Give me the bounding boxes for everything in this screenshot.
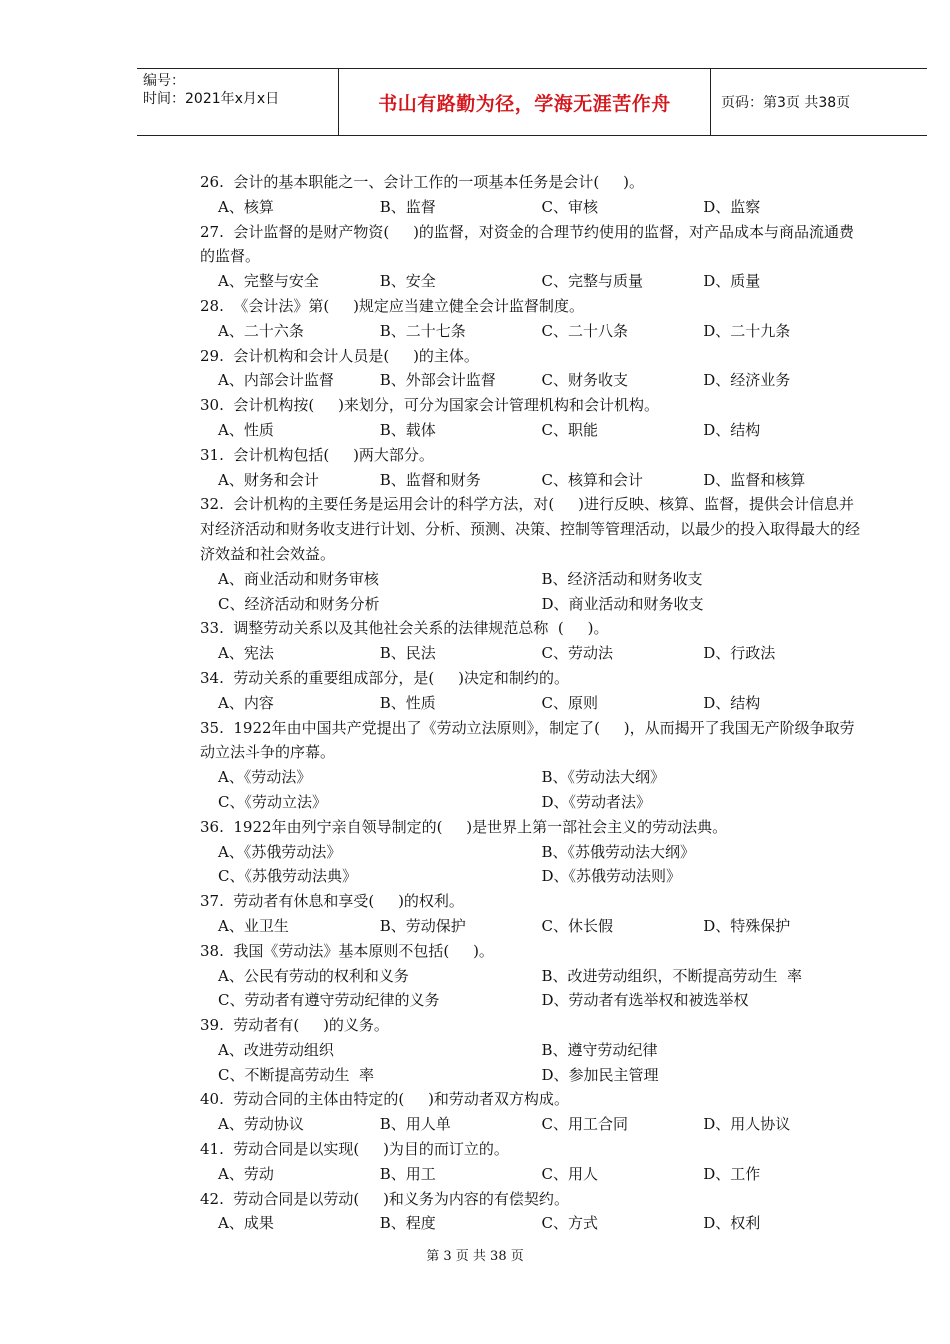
question-text: 34. 劳动关系的重要组成部分，是( )决定和制约的。 [200, 668, 569, 687]
answer-option: C、核算和会计 [541, 470, 643, 489]
answer-option: C、经济活动和财务分析 [218, 594, 380, 613]
question-text: 36. 1922年由列宁亲自领导制定的( )是世界上第一部社会主义的劳动法典。 [200, 817, 728, 836]
answer-option: A、性质 [218, 420, 274, 439]
answer-option: B、安全 [379, 272, 436, 291]
answer-option: C、劳动法 [541, 644, 613, 663]
option-row [200, 368, 865, 393]
option-row [200, 790, 865, 815]
answer-option: C、原则 [541, 693, 598, 712]
option-row [200, 418, 865, 443]
answer-option: D、经济业务 [703, 371, 791, 390]
option-row [200, 641, 865, 666]
answer-option: B、民法 [379, 644, 436, 663]
document-date: 时间：2021年x月x日 [143, 91, 280, 107]
question-text: 28. 《会计法》第( )规定应当建立健全会计监督制度。 [200, 296, 584, 315]
question-text: 32. 会计机构的主要任务是运用会计的科学方法，对( )进行反映、核算、监督，提供会计信息并对经济活动和财务收支进行计划、分析、预测、决策、控制等管理活动，以最少的投入取得最大的经济效益和社会效益。 [200, 495, 861, 563]
answer-option: B、遵守劳动纪律 [541, 1040, 658, 1059]
question-text: 37. 劳动者有休息和享受( )的权利。 [200, 892, 464, 911]
answer-option: A、内部会计监督 [218, 371, 334, 390]
answer-option: A、劳动协议 [218, 1115, 304, 1134]
option-row [200, 269, 865, 294]
answer-option: D、行政法 [703, 644, 776, 663]
answer-option: D、商业活动和财务收支 [541, 594, 704, 613]
question-text: 41. 劳动合同是以实现( )为目的而订立的。 [200, 1140, 509, 1159]
option-row [200, 765, 865, 790]
answer-option: D、特殊保护 [703, 916, 791, 935]
question-text: 29. 会计机构和会计人员是( )的主体。 [200, 346, 479, 365]
answer-option: B、监督和财务 [379, 470, 481, 489]
option-row [200, 567, 865, 592]
answer-option: B、劳动保护 [379, 916, 466, 935]
answer-option: A、完整与安全 [218, 272, 319, 291]
answer-option: B、二十七条 [379, 321, 466, 340]
question-list [200, 170, 865, 1236]
answer-option: A、宪法 [218, 644, 274, 663]
answer-option: D、结构 [703, 693, 761, 712]
option-row [200, 964, 865, 989]
option-row [200, 468, 865, 493]
header-page-info: 页码：第3页 共38页 [721, 95, 851, 111]
document-number-label: 编号： [143, 73, 185, 89]
answer-option: C、完整与质量 [541, 272, 643, 291]
question-text: 33. 调整劳动关系以及其他社会关系的法律规范总称 ( )。 [200, 619, 609, 638]
question-text: 26. 会计的基本职能之一、会计工作的一项基本任务是会计( )。 [200, 173, 644, 191]
answer-option: C、用人 [541, 1164, 598, 1183]
answer-option: C、审核 [541, 197, 598, 216]
option-row [200, 195, 865, 220]
question-text: 42. 劳动合同是以劳动( )和义务为内容的有偿契约。 [200, 1189, 569, 1208]
answer-option: D、劳动者有选举权和被选举权 [541, 991, 749, 1010]
option-row [200, 1112, 865, 1137]
question-text: 35. 1922年由中国共产党提出了《劳动立法原则》，制定了( )，从而揭开了我国无产阶级争取劳动立法斗争的序幕。 [200, 718, 855, 762]
option-row [200, 914, 865, 939]
header-meta [137, 69, 339, 135]
answer-option: A、改进劳动组织 [218, 1040, 334, 1059]
answer-option: A、成果 [218, 1214, 274, 1233]
answer-option: C、二十八条 [541, 321, 628, 340]
answer-option: D、监察 [703, 197, 761, 216]
answer-option: C、方式 [541, 1214, 598, 1233]
option-row [200, 1063, 865, 1088]
answer-option: A、商业活动和财务审核 [218, 569, 379, 588]
option-row [200, 864, 865, 889]
answer-option: D、二十九条 [703, 321, 791, 340]
answer-option: A、二十六条 [218, 321, 304, 340]
answer-option: C、《苏俄劳动法典》 [218, 867, 357, 886]
option-row [200, 592, 865, 617]
answer-option: C、用工合同 [541, 1115, 628, 1134]
answer-option: A、《劳动法》 [218, 768, 312, 787]
option-row [200, 691, 865, 716]
answer-option: C、劳动者有遵守劳动纪律的义务 [218, 991, 440, 1010]
answer-option: C、不断提高劳动生 率 [218, 1065, 375, 1084]
answer-option: B、外部会计监督 [379, 371, 496, 390]
question-text: 27. 会计监督的是财产物资( )的监督，对资金的合理节约使用的监督，对产品成本与商品流通费的监督。 [200, 222, 854, 266]
option-row [200, 1162, 865, 1187]
answer-option: B、《劳动法大纲》 [541, 768, 666, 787]
answer-option: D、权利 [703, 1214, 761, 1233]
question-text: 40. 劳动合同的主体由特定的( )和劳动者双方构成。 [200, 1090, 569, 1109]
question-text: 38. 我国《劳动法》基本原则不包括( )。 [200, 941, 494, 960]
option-row [200, 1211, 865, 1236]
question-text: 31. 会计机构包括( )两大部分。 [200, 445, 434, 464]
answer-option: D、《苏俄劳动法则》 [541, 867, 682, 886]
answer-option: B、性质 [379, 693, 436, 712]
answer-option: D、质量 [703, 272, 761, 291]
answer-option: A、内容 [218, 693, 274, 712]
answer-option: D、结构 [703, 420, 761, 439]
answer-option: A、财务和会计 [218, 470, 319, 489]
answer-option: B、用人单 [379, 1115, 451, 1134]
option-row [200, 840, 865, 865]
answer-option: A、公民有劳动的权利和义务 [218, 966, 409, 985]
option-row [200, 319, 865, 344]
answer-option: B、程度 [379, 1214, 436, 1233]
answer-option: A、业卫生 [218, 916, 289, 935]
answer-option: B、改进劳动组织，不断提高劳动生 率 [541, 966, 803, 985]
answer-option: B、监督 [379, 197, 436, 216]
option-row [200, 1038, 865, 1063]
answer-option: C、财务收支 [541, 371, 628, 390]
answer-option: D、工作 [703, 1164, 761, 1183]
answer-option: B、用工 [379, 1164, 436, 1183]
page-header [137, 68, 927, 136]
answer-option: C、《劳动立法》 [218, 792, 327, 811]
answer-option: D、监督和核算 [703, 470, 806, 489]
answer-option: D、《劳动者法》 [541, 792, 652, 811]
header-motto: 书山有路勤为径，学海无涯苦作舟 [339, 69, 711, 135]
question-text: 30. 会计机构按( )来划分，可分为国家会计管理机构和会计机构。 [200, 396, 659, 415]
question-text: 39. 劳动者有( )的义务。 [200, 1016, 389, 1035]
page-footer: 第 3 页 共 38 页 [426, 1249, 524, 1264]
answer-option: B、经济活动和财务收支 [541, 569, 703, 588]
option-row [200, 988, 865, 1013]
answer-option: C、休长假 [541, 916, 613, 935]
answer-option: C、职能 [541, 420, 598, 439]
answer-option: B、载体 [379, 420, 436, 439]
answer-option: A、核算 [218, 197, 274, 216]
answer-option: A、《苏俄劳动法》 [218, 842, 342, 861]
answer-option: D、用人协议 [703, 1115, 791, 1134]
answer-option: B、《苏俄劳动法大纲》 [541, 842, 696, 861]
answer-option: A、劳动 [218, 1164, 274, 1183]
answer-option: D、参加民主管理 [541, 1065, 659, 1084]
